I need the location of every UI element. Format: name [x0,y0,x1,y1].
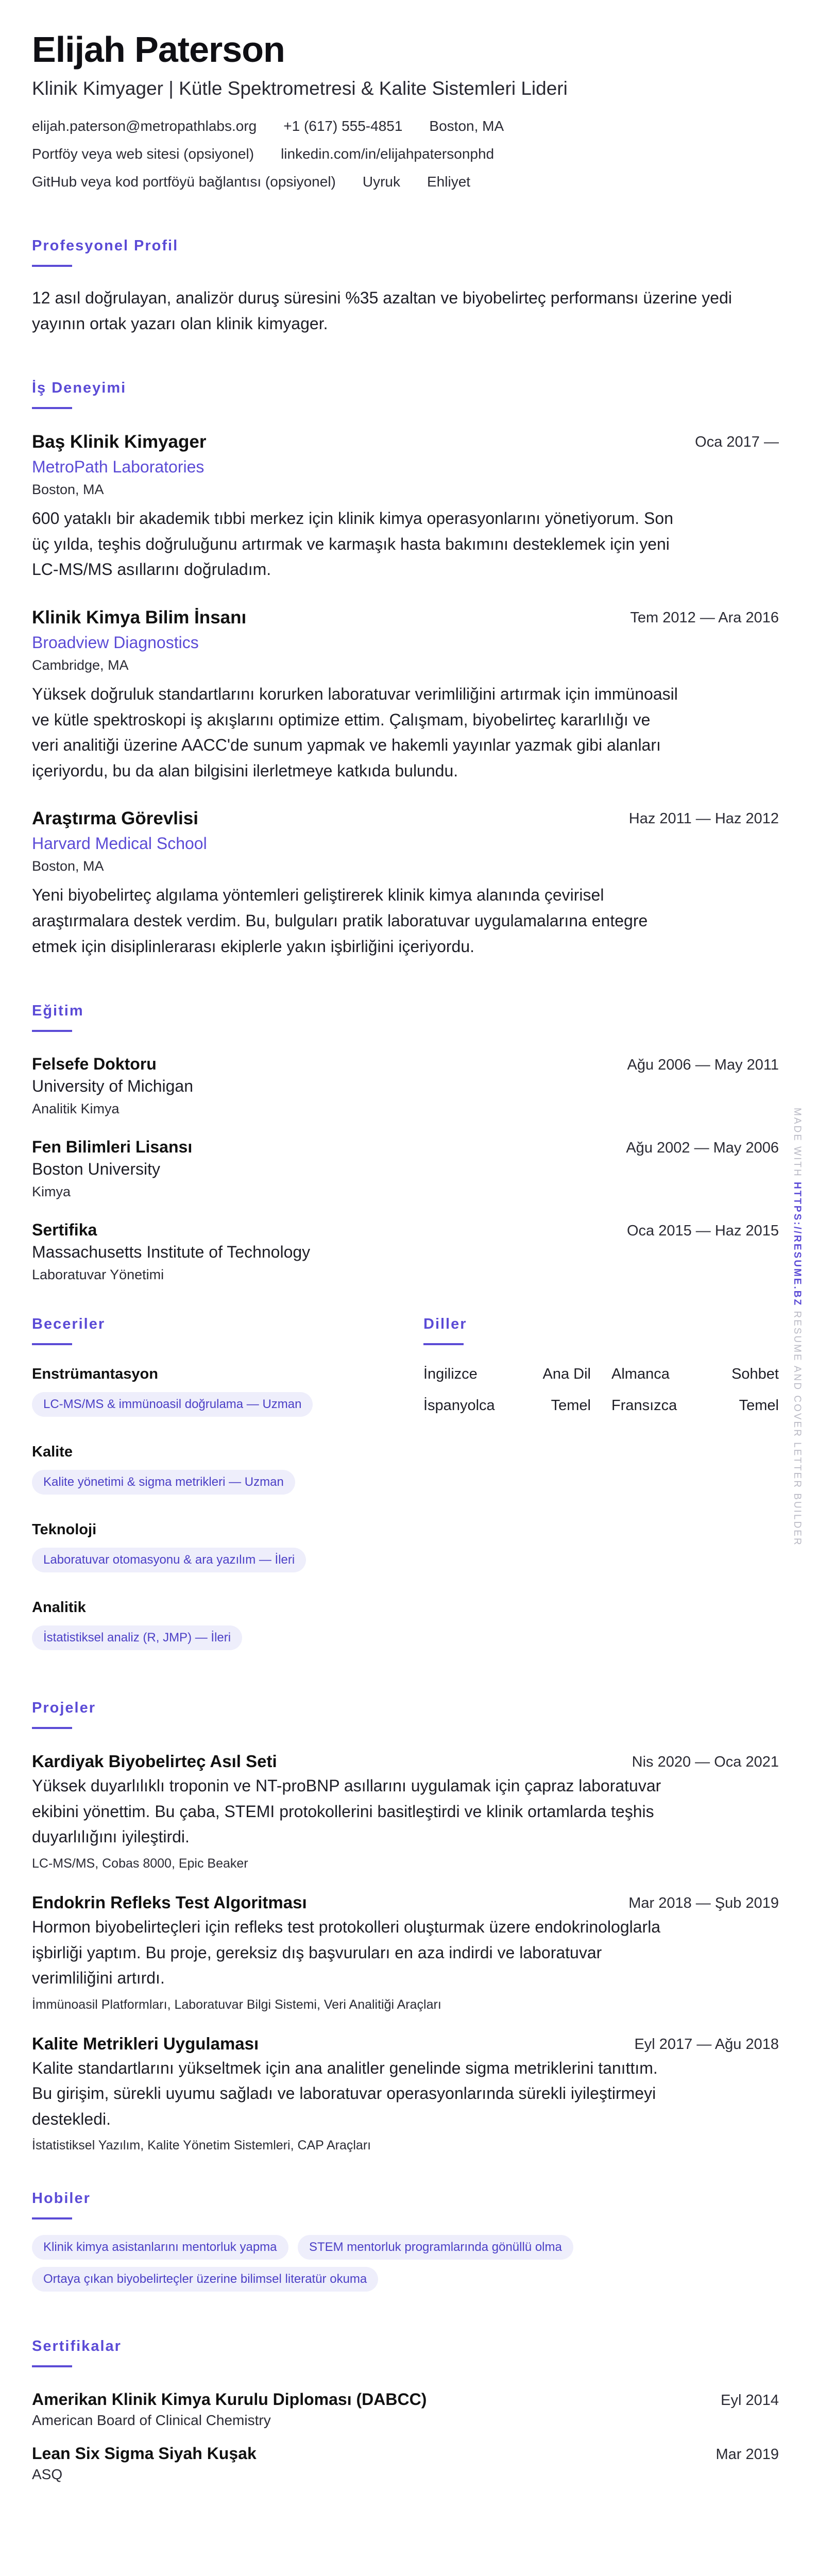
watermark-prefix: MADE WITH [792,1108,803,1182]
project-date: Nis 2020 — Oca 2021 [632,1754,779,1771]
job-title: Baş Klinik Kimyager [32,432,207,452]
job-description: 600 yataklı bir akademik tıbbi merkez için klinik kimya operasyonlarını yönetiyorum. Son üç yılda, teşhis doğruluğunu artırmak ve karmaşık hasta bakımını desteklemek için yeni LC-MS/MS asıllarını doğruladım. [32,509,673,579]
skill-category: Analitik [32,1599,86,1616]
contact-email[interactable]: elijah.paterson@metropathlabs.org [32,118,257,134]
skills-column [32,1316,423,1677]
language-name: İspanyolca [423,1397,495,1414]
project-description: Hormon biyobelirteçleri için refleks test protokolleri oluşturmak üzere endokrinologlarla işbirliği yaptım. Bu proje, gereksiz dış başvuruları en aza indirdi ve laboratuvar verimliliğini artırdı. [32,1917,661,1988]
certification-date: Eyl 2014 [721,2392,779,2409]
contact-linkedin[interactable]: linkedin.com/in/elijahpatersonphd [281,146,495,162]
education-date: Oca 2015 — Haz 2015 [626,1223,779,1240]
contact-phone[interactable]: +1 (617) 555-4851 [283,118,403,134]
profile-summary: 12 asıl doğrulayan, analizör duruş süresini %35 azaltan ve biyobelirteç performansı üzerine yedi yayının ortak yazarı olan klinik kimyager. [32,289,732,333]
section-title-profile: Profesyonel Profil [32,238,179,254]
skill-pill: İstatistiksel analiz (R, JMP) — İleri [32,1625,242,1650]
employer-name[interactable]: MetroPath Laboratories [32,457,204,477]
hobby-pill: STEM mentorluk programlarında gönüllü olma [298,2235,573,2260]
skill-group [32,1444,423,1502]
school-name: Boston University [32,1160,160,1179]
section-title-languages: Diller [423,1316,467,1333]
section-rule [32,2217,72,2219]
education-entry [32,1055,779,1117]
hobby-pill: Klinik kimya asistanlarını mentorluk yapma [32,2235,288,2260]
skill-category: Kalite [32,1444,73,1461]
section-rule [32,1030,72,1032]
skill-pill: LC-MS/MS & immünoasil doğrulama — Uzman [32,1392,313,1417]
project-entry [32,1752,779,1871]
candidate-headline: Klinik Kimyager | Kütle Spektrometresi & Kalite Sistemleri Lideri [32,78,568,99]
section-rule [32,2365,72,2367]
certification-name: Amerikan Klinik Kimya Kurulu Diploması (DABCC) [32,2390,427,2409]
section-title-experience: İş Deneyimi [32,380,127,397]
watermark-link[interactable]: HTTPS://RESUME.BZ [792,1182,803,1307]
hobby-list [32,2235,779,2299]
field-of-study: Kimya [32,1184,71,1200]
education-date: Ağu 2002 — May 2006 [626,1140,779,1157]
project-entry [32,2034,779,2154]
project-tools: İmmünoasil Platformları, Laboratuvar Bilgi Sistemi, Veri Analitiği Araçları [32,1997,441,2012]
contact-github[interactable]: GitHub veya kod portföyü bağlantısı (opsiyonel) [32,174,336,190]
certification-issuer: American Board of Clinical Chemistry [32,2412,271,2429]
skill-group [32,1521,423,1580]
contact-location: Boston, MA [429,118,504,134]
section-title-certifications: Sertifikalar [32,2338,122,2355]
language-row [423,1397,779,1414]
section-rule [32,1727,72,1729]
language-entry [611,1366,779,1383]
languages-column [423,1316,779,1677]
job-title: Araştırma Görevlisi [32,808,198,829]
project-date: Mar 2018 — Şub 2019 [628,1894,779,1911]
job-location: Boston, MA [32,858,104,874]
watermark-suffix: RESUME AND COVER LETTER BUILDER [792,1307,803,1547]
skill-group [32,1366,423,1424]
certification-issuer: ASQ [32,2466,63,2483]
contact-info [32,118,779,190]
section-title-education: Eğitim [32,1003,84,1020]
project-description: Kalite standartlarını yükseltmek için ana analitler genelinde sigma metriklerini tanıttım. Bu girişim, sürekli uyumu sağladı ve laboratuvar operasyonlarında sürekli iyileştirmeyi destekledi. [32,2058,658,2128]
section-rule [32,407,72,409]
experience-entry [32,808,779,959]
job-location: Boston, MA [32,482,104,498]
employer-name[interactable]: Broadview Diagnostics [32,633,199,652]
section-rule [423,1343,464,1345]
section-title-hobbies: Hobiler [32,2190,91,2207]
school-name: Massachusetts Institute of Technology [32,1243,311,1262]
language-name: Fransızca [611,1397,677,1414]
job-title: Klinik Kimya Bilim İnsanı [32,607,247,628]
certification-name: Lean Six Sigma Siyah Kuşak [32,2444,257,2463]
language-level: Temel [551,1397,591,1414]
skill-category: Teknoloji [32,1521,97,1538]
school-name: University of Michigan [32,1077,193,1096]
hobby-pill: Ortaya çıkan biyobelirteçler üzerine bilimsel literatür okuma [32,2267,378,2292]
certification-entry [32,2390,779,2429]
project-name: Kardiyak Biyobelirteç Asıl Seti [32,1752,277,1771]
degree-name: Sertifika [32,1221,97,1240]
language-name: İngilizce [423,1366,478,1383]
job-date: Haz 2011 — Haz 2012 [628,810,779,827]
job-location: Cambridge, MA [32,657,129,673]
degree-name: Fen Bilimleri Lisansı [32,1138,193,1157]
contact-website[interactable]: Portföy veya web sitesi (opsiyonel) [32,146,254,162]
skill-category: Enstrümantasyon [32,1366,158,1383]
candidate-name: Elijah Paterson [32,29,285,70]
project-name: Kalite Metrikleri Uygulaması [32,2033,259,2053]
education-entry [32,1221,779,1283]
contact-license: Ehliyet [427,174,471,190]
language-entry [423,1397,591,1414]
contact-nationality: Uyruk [362,174,400,190]
skill-group [32,1599,423,1657]
builder-watermark [791,1108,803,1547]
project-name: Endokrin Refleks Test Algoritması [32,1892,307,1912]
language-level: Temel [739,1397,779,1414]
project-tools: LC-MS/MS, Cobas 8000, Epic Beaker [32,1856,248,1871]
resume-page [32,30,779,2483]
section-title-skills: Beceriler [32,1316,106,1333]
language-level: Sohbet [731,1366,779,1383]
skills-languages-row [32,1316,779,1677]
field-of-study: Analitik Kimya [32,1101,120,1117]
job-date: Oca 2017 — [695,434,779,451]
section-rule [32,1343,72,1345]
language-name: Almanca [611,1366,670,1383]
job-description: Yüksek doğruluk standartlarını korurken laboratuvar verimliliğini artırmak için immünoasil ve kütle spektroskopi iş akışlarını optimize ettim. Çalışmam, biyobelirteç kararlılığı ve veri analitiği üzerine AACC'de sunum yapmak ve hakemli yayınlar yazmak gibi alanları içeriyordu, bu da alan bilgisini ilerletmeye katkıda bulundu. [32,684,678,780]
field-of-study: Laboratuvar Yönetimi [32,1267,164,1283]
language-level: Ana Dil [542,1366,591,1383]
project-date: Eyl 2017 — Ağu 2018 [634,2036,779,2053]
project-tools: İstatistiksel Yazılım, Kalite Yönetim Sistemleri, CAP Araçları [32,2138,371,2153]
section-rule [32,265,72,267]
language-row [423,1366,779,1383]
language-entry [611,1397,779,1414]
education-date: Ağu 2006 — May 2011 [627,1057,779,1074]
job-date: Tem 2012 — Ara 2016 [630,609,779,626]
job-description: Yeni biyobelirteç algılama yöntemleri geliştirerek klinik kimya alanında çevirisel araştırmalara destek verdim. Bu, bulguları pratik laboratuvar uygulamalarına entegre etmek için disiplinlerarası ekiplerle yakın işbirliğini içeriyordu. [32,886,648,956]
skill-pill: Laboratuvar otomasyonu & ara yazılım — İleri [32,1548,306,1572]
education-entry [32,1138,779,1200]
certification-date: Mar 2019 [715,2446,779,2463]
experience-entry [32,432,779,583]
certification-entry [32,2444,779,2483]
experience-entry [32,607,779,784]
project-entry [32,1893,779,2012]
project-description: Yüksek duyarlılıklı troponin ve NT-proBNP asıllarını uygulamak için çapraz laboratuvar ekibini yönettim. Bu çaba, STEMI protokollerini basitleştirdi ve klinik ortamlarda teşhis duyarlılığını iyileştirdi. [32,1776,661,1846]
skill-pill: Kalite yönetimi & sigma metrikleri — Uzman [32,1470,295,1495]
language-entry [423,1366,591,1383]
employer-name[interactable]: Harvard Medical School [32,834,207,853]
degree-name: Felsefe Doktoru [32,1055,157,1074]
section-title-projects: Projeler [32,1700,96,1717]
